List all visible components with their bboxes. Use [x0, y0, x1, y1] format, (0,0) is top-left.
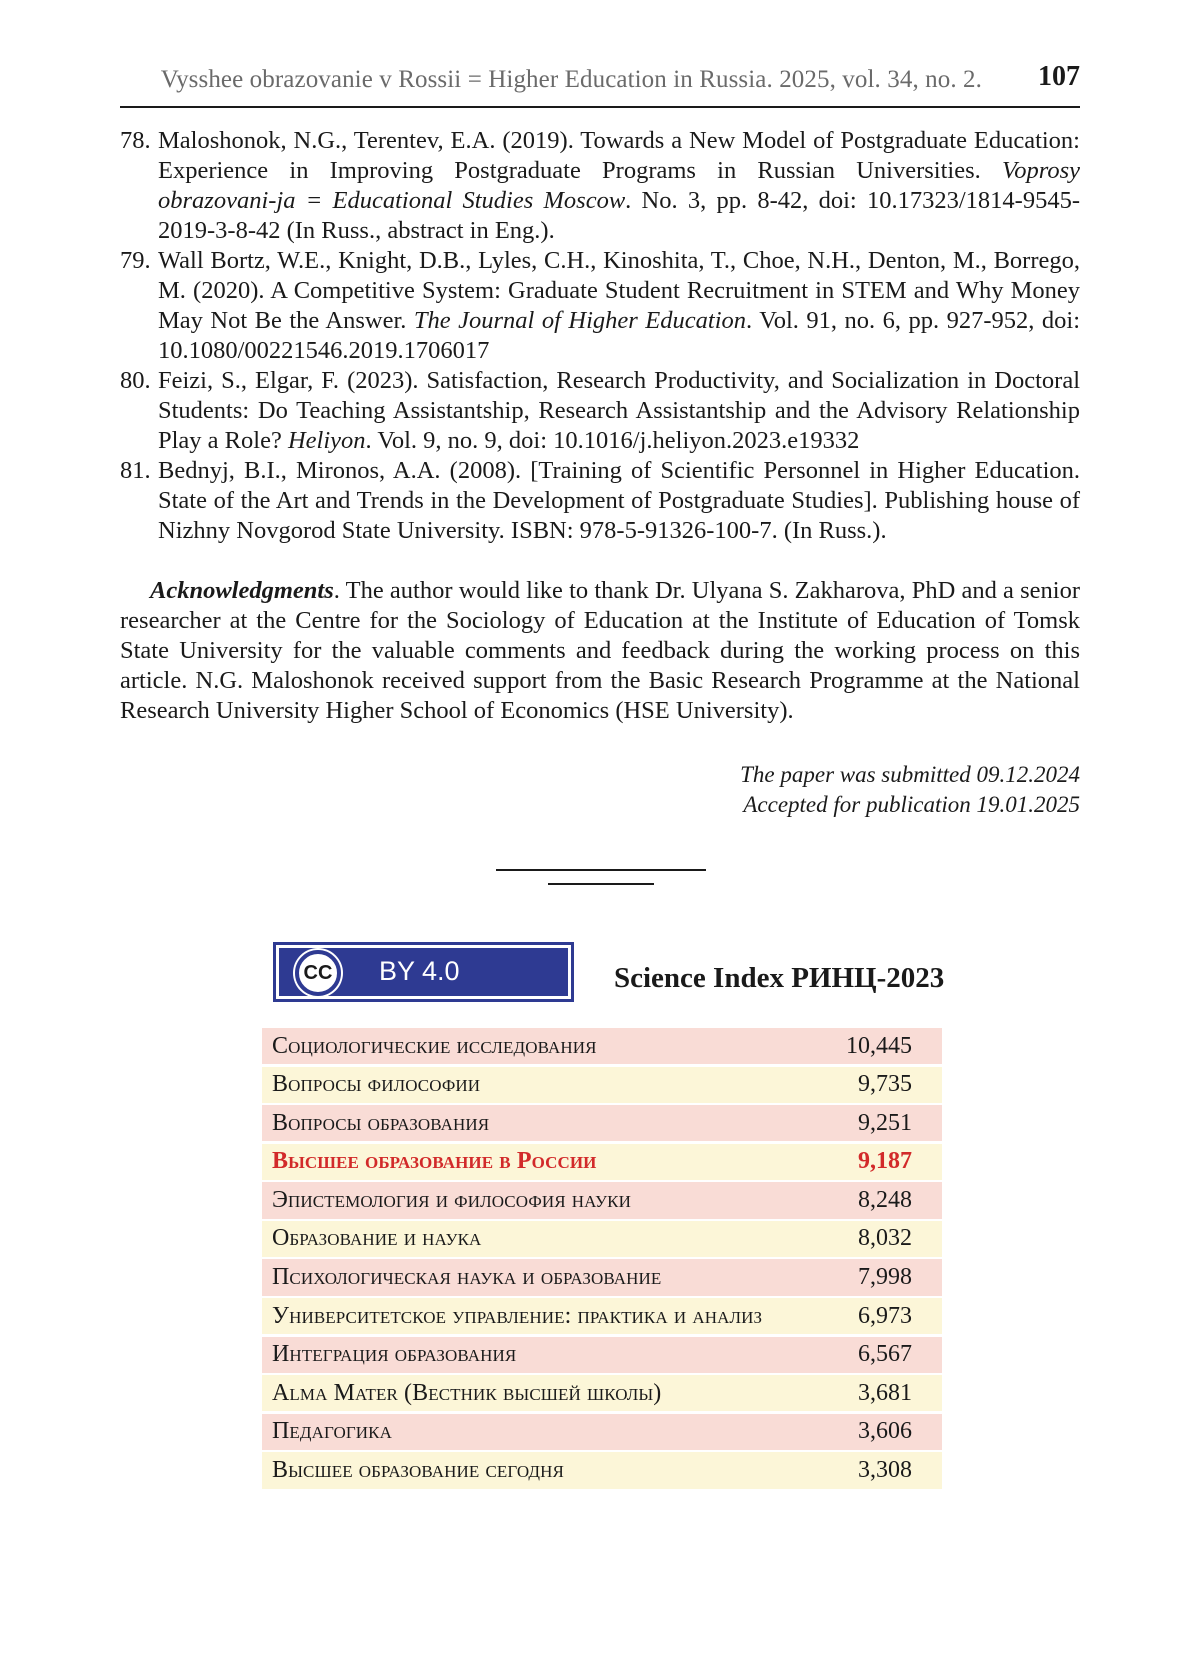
- ranking-row: [262, 1259, 942, 1295]
- page-number: 107: [1038, 61, 1080, 92]
- index-value: 3,681: [858, 1379, 912, 1406]
- ranking-row: [262, 1298, 942, 1334]
- acknowledgments: [120, 576, 1080, 726]
- reference-item: [120, 456, 1080, 546]
- reference-item: [120, 366, 1080, 456]
- reference-list: [120, 126, 1080, 546]
- journal-name: Вопросы образования: [272, 1109, 490, 1136]
- acknowledgments-label: Acknowledgments: [150, 577, 334, 604]
- ranking-row: [262, 1182, 942, 1218]
- science-index-title: Science Index РИНЦ-2023: [614, 962, 945, 994]
- index-value: 9,735: [858, 1071, 912, 1098]
- index-value: 7,998: [858, 1264, 912, 1291]
- ranking-row: [262, 1414, 942, 1450]
- reference-item: [120, 246, 1080, 366]
- reference-journal: The Journal of Higher Education: [413, 307, 747, 334]
- separator-rule-long: [496, 869, 706, 871]
- reference-text: Maloshonok, N.G., Terentev, E.A. (2019). Towards a New Model of Postgraduate Education: Experience in Improving Postgraduate Programs in Russian Universities. Voprosy obrazovani-ja = Educational Studies Moscow. No. 3, pp. 8-42, doi: 10.17323/1814-9545-2019-3-8-42 (In Russ., abstract in Eng.).: [158, 127, 1080, 244]
- reference-journal: Voprosy obrazovani-ja = Educational Studies Moscow: [158, 157, 1080, 214]
- index-value: 8,032: [858, 1225, 912, 1252]
- reference-text: Bednyj, B.I., Mironos, A.A. (2008). [Training of Scientific Personnel in Higher Education. State of the Art and Trends in the Development of Postgraduate Studies]. Publishing house of Nizhny Novgorod State University. ISBN: 978-5-91326-100-7. (In Russ.).: [158, 457, 1080, 544]
- ranking-row: [262, 1221, 942, 1257]
- running-title: Vysshee obrazovanie v Rossii = Higher Education in Russia. 2025, vol. 34, no. 2.: [160, 66, 982, 93]
- ranking-row: [262, 1337, 942, 1373]
- ranking-row: [262, 1067, 942, 1103]
- index-value: 9,251: [858, 1109, 912, 1136]
- journal-name: Alma Mater (Вестник высшей школы): [272, 1379, 662, 1406]
- index-value: 6,973: [858, 1302, 912, 1329]
- index-value: 3,308: [858, 1456, 912, 1483]
- reference-number: 78.: [120, 127, 151, 154]
- journal-name: Образование и наука: [272, 1225, 482, 1252]
- cc-badge-fill: [279, 948, 568, 996]
- acknowledgments-text: . The author would like to thank Dr. Ulyana S. Zakharova, PhD and a senior researcher at the Centre for the Sociology of Education at the Institute of Education of Tomsk State University for the valuable comments and feedback during the working process on this article. N.G. Maloshonok received support from the Basic Research Programme at the National Research University Higher School of Economics (HSE University).: [120, 577, 1080, 724]
- ranking-table: [262, 1028, 942, 1491]
- page-header: [120, 58, 1080, 108]
- journal-name: Интеграция образования: [272, 1341, 517, 1368]
- reference-journal: Heliyon: [287, 427, 366, 454]
- journal-name: Педагогика: [272, 1418, 392, 1445]
- ranking-row-highlighted: [262, 1144, 942, 1180]
- license-label: BY 4.0: [379, 956, 460, 986]
- reference-text: Feizi, S., Elgar, F. (2023). Satisfaction, Research Productivity, and Socialization in Doctoral Students: Do Teaching Assistantship, Research Assistantship and the Advisory Relationship Play a Role? Heliyon. Vol. 9, no. 9, doi: 10.1016/j.heliyon.2023.e19332: [158, 367, 1080, 454]
- ranking-row: [262, 1452, 942, 1488]
- reference-item: [120, 126, 1080, 246]
- accepted-date: Accepted for publication 19.01.2025: [743, 792, 1080, 817]
- ranking-row: [262, 1028, 942, 1064]
- index-value: 8,248: [858, 1186, 912, 1213]
- reference-number: 79.: [120, 247, 151, 274]
- publication-dates: [740, 760, 1080, 820]
- cc-license-badge: [273, 942, 574, 1002]
- journal-name: Высшее образование в России: [272, 1148, 597, 1175]
- creative-commons-icon: CC: [295, 950, 341, 996]
- journal-name: Высшее образование сегодня: [272, 1456, 564, 1483]
- index-value: 9,187: [858, 1148, 912, 1175]
- reference-number: 81.: [120, 457, 151, 484]
- journal-name: Эпистемология и философия науки: [272, 1186, 631, 1213]
- index-value: 3,606: [858, 1418, 912, 1445]
- separator-rule-short: [548, 883, 654, 885]
- journal-name: Вопросы философии: [272, 1071, 481, 1098]
- reference-number: 80.: [120, 367, 151, 394]
- reference-text: Wall Bortz, W.E., Knight, D.B., Lyles, C.H., Kinoshita, T., Choe, N.H., Denton, M., Borrego, M. (2020). A Competitive System: Graduate Student Recruitment in STEM and Why Money May Not Be the Answer. The Journal of Higher Education. Vol. 91, no. 6, pp. 927-952, doi: 10.1080/00221546.2019.1706017: [158, 247, 1081, 364]
- journal-name: Психологическая наука и образование: [272, 1264, 662, 1291]
- index-value: 6,567: [858, 1341, 912, 1368]
- index-value: 10,445: [846, 1032, 912, 1059]
- journal-name: Университетское управление: практика и анализ: [272, 1302, 763, 1329]
- ranking-row: [262, 1375, 942, 1411]
- submitted-date: The paper was submitted 09.12.2024: [740, 762, 1080, 787]
- ranking-row: [262, 1105, 942, 1141]
- journal-name: Социологические исследования: [272, 1032, 597, 1059]
